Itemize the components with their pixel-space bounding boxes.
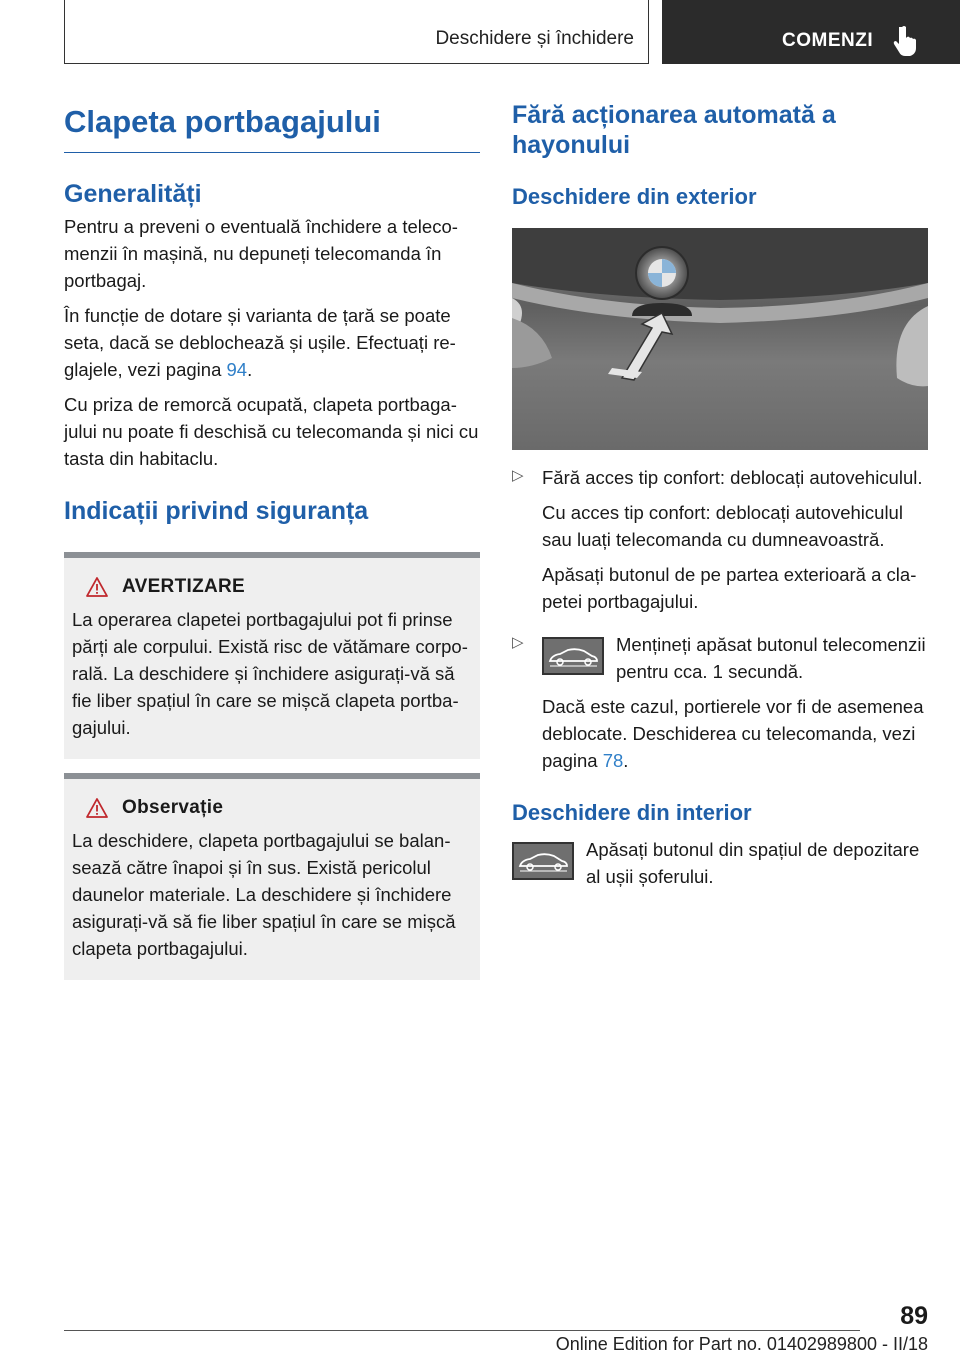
page-link-94[interactable]: 94 (226, 359, 248, 380)
general-paragraph-3: Cu priza de remorcă ocupată, clapeta portbagajului nu poate fi deschisă cu telecomanda și nici cu tasta din habitaclu. (64, 394, 479, 469)
inside-row (512, 836, 928, 890)
general-heading: Generalități (64, 180, 202, 208)
tailgate-photo (512, 228, 928, 450)
page-title: Clapeta portbagajului (64, 100, 480, 153)
inside-heading: Deschidere din interior (512, 800, 752, 825)
bullet-triangle-icon: ▷ (512, 467, 524, 484)
note-box (64, 773, 480, 980)
general-paragraph-2: În funcție de dotare și varianta de țară se poate seta, dacă se deblochează și ușile. Efectuați reglajele, vezi pagina 94. (64, 305, 456, 380)
bullet-outside-1 (512, 464, 928, 615)
tailgate-button-icon (542, 637, 604, 675)
bullet-triangle-icon: ▷ (512, 634, 524, 651)
bullet-outside-2-line-1: Mențineți apăsat butonul telecomenzii pentru cca. 1 secundă. (616, 634, 926, 682)
right-heading: Fără acționarea automată a hayonului (512, 101, 836, 159)
bullet-outside-1-line-2: Cu acces tip confort: deblocați autovehiculul sau luați telecomanda cu dumneavoastră. (542, 502, 903, 550)
bullet-outside-1-line-1: Fără acces tip confort: deblocați autovehiculul. (542, 467, 923, 488)
door-button-icon (512, 842, 574, 880)
footer-divider (64, 1330, 860, 1331)
page-link-78[interactable]: 78 (602, 750, 624, 771)
inside-text: Apăsați butonul din spațiul de depozitare al ușii șoferului. (586, 839, 920, 887)
edition-text: Online Edition for Part no. 01402989800 - II/18 (555, 1334, 928, 1354)
caution-triangle-icon (86, 798, 108, 818)
note-label: Observație (122, 797, 224, 818)
page-header (0, 0, 960, 66)
warning-header (72, 576, 472, 598)
tailgate-illustration (512, 228, 928, 450)
general-paragraph-1: Pentru a preveni o eventuală închidere a telecomenzii în mașină, nu depuneți telecomanda în portbagaj. (64, 216, 458, 291)
left-column (64, 100, 480, 980)
bullet-outside-2 (512, 631, 928, 774)
bullet-outside-2-line-2: Dacă este cazul, portierele vor fi de asemenea deblocate. Deschiderea cu telecomanda, vezi pagina 78. (542, 696, 924, 771)
outside-heading: Deschidere din exterior (512, 184, 757, 209)
section-tab (64, 0, 649, 64)
page-number: 89 (900, 1302, 928, 1330)
warning-text: La operarea clapetei portbagajului pot fi prinse părți ale corpului. Există risc de vătămare corporală. La deschidere și închidere asigurați-vă să fie liber spațiul în care se mișcă clapeta portbagajului. (72, 609, 468, 738)
warning-box (64, 552, 480, 759)
note-header (72, 797, 472, 819)
bullet-outside-1-line-3: Apăsați butonul de pe partea exterioară a clapetei portbagajului. (542, 564, 917, 612)
right-column (512, 100, 928, 890)
warning-label: AVERTIZARE (122, 576, 245, 597)
warning-triangle-icon (86, 577, 108, 597)
safety-heading: Indicații privind siguranța (64, 497, 369, 525)
section-title: Deschidere și închidere (435, 28, 634, 49)
note-text: La deschidere, clapeta portbagajului se balansează către înapoi și în sus. Există pericolul daunelor materiale. La deschidere și închidere asigurați-vă să fie liber spațiul în care se mișcă clapeta portbagajului. (72, 830, 456, 959)
hand-pointer-icon (893, 24, 923, 56)
chapter-title: COMENZI (782, 30, 874, 51)
